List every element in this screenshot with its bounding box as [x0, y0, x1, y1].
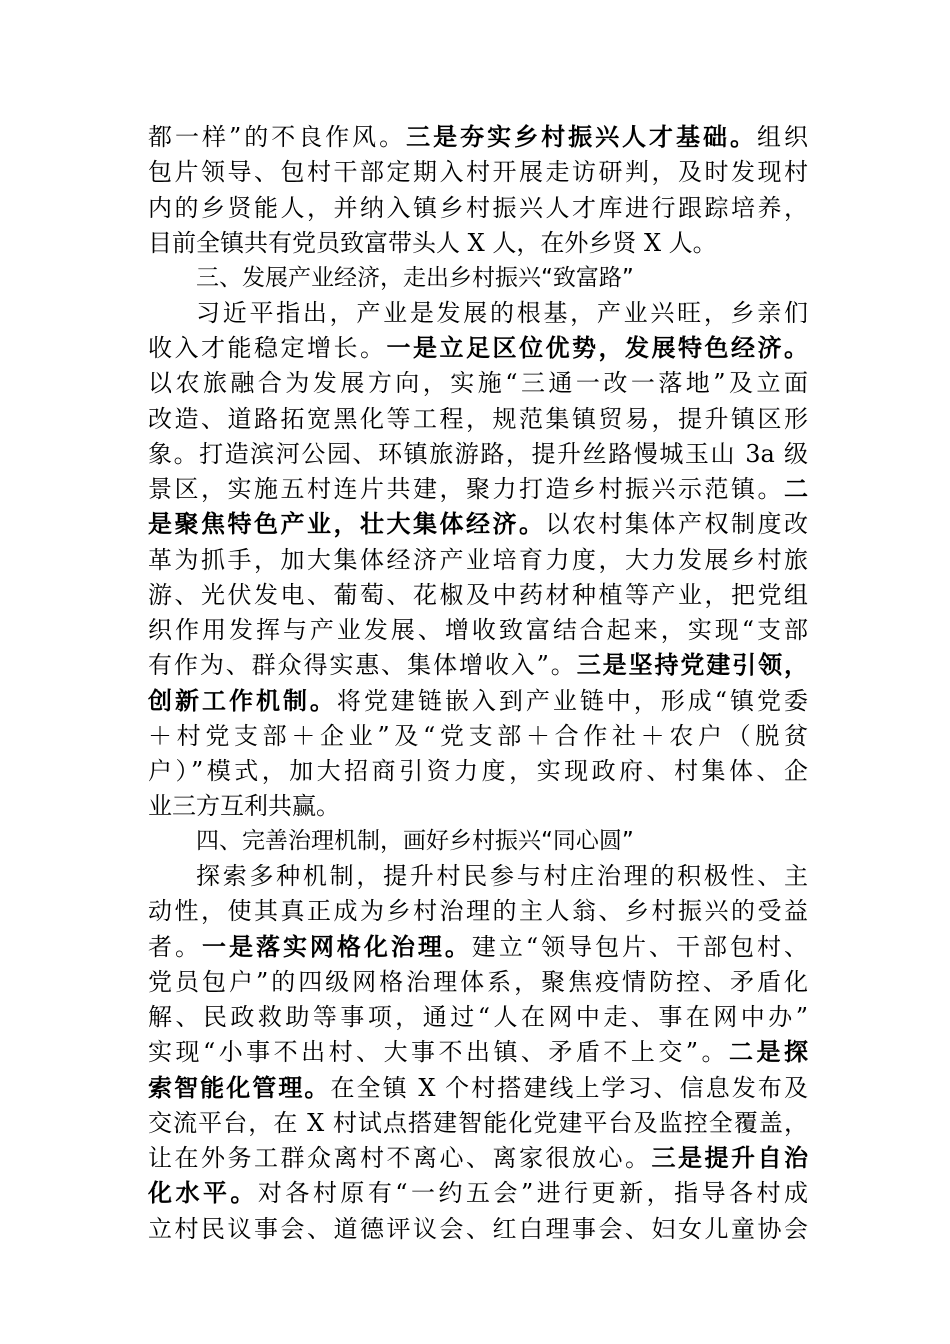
bold-text-segment: 索智能化管理。	[148, 1074, 331, 1102]
text-line	[148, 648, 808, 682]
text-segment: 以农旅融合为发展方向，实施“三通一改一落地”及立面	[148, 369, 808, 397]
text-line	[148, 754, 808, 788]
text-line	[148, 1212, 808, 1246]
text-segment: 改造、道路拓宽黑化等工程，规范集镇贸易，提升镇区形	[148, 405, 808, 433]
text-segment: 立村民议事会、道德评议会、红白理事会、妇女儿童协会	[148, 1215, 808, 1243]
text-line	[148, 120, 808, 154]
bold-text-segment: 二是探	[729, 1038, 808, 1066]
text-line	[148, 507, 808, 541]
bold-text-segment: 三是坚持党建引领，	[576, 651, 808, 679]
text-line	[148, 1106, 808, 1140]
text-line	[148, 402, 808, 436]
text-segment: 对各村原有“一约五会”进行更新，指导各村成	[257, 1179, 808, 1207]
text-line	[148, 1071, 808, 1105]
text-line	[148, 472, 808, 506]
text-line	[148, 543, 808, 577]
text-segment: 收入才能稳定增长。	[148, 334, 387, 362]
text-line	[148, 578, 808, 612]
text-segment: 目前全镇共有党员致富带头人 X 人，在外乡贤 X 人。	[148, 229, 717, 257]
text-line	[148, 965, 808, 999]
text-segment: 有作为、群众得实惠、集体增收入”。	[148, 651, 577, 679]
text-segment: 动性，使其真正成为乡村治理的主人翁、乡村振兴的受益	[148, 897, 808, 925]
text-line	[148, 1000, 808, 1034]
text-line	[148, 894, 808, 928]
text-line	[148, 1141, 808, 1175]
text-segment: 在全镇 X 个村搭建线上学习、信息发布及	[330, 1074, 808, 1102]
text-line	[148, 1176, 808, 1210]
text-line	[148, 437, 808, 471]
text-segment: 习近平指出，产业是发展的根基，产业兴旺，乡亲们	[196, 299, 808, 327]
text-line	[148, 684, 808, 718]
section-heading	[196, 261, 808, 295]
text-segment: 内的乡贤能人，并纳入镇乡村振兴人才库进行跟踪培养，	[148, 194, 808, 222]
bold-text-segment: 是聚焦特色产业，壮大集体经济。	[148, 510, 546, 538]
bold-text-segment: 创新工作机制。	[148, 687, 337, 715]
text-segment: 探索多种机制，提升村民参与村庄治理的积极性、主	[196, 862, 808, 890]
text-segment: 解、民政救助等事项，通过“人在网中走、事在网中办”	[148, 1003, 808, 1031]
bold-text-segment: 三是提升自治	[651, 1144, 808, 1172]
text-segment: 组织	[757, 123, 808, 151]
text-line	[148, 613, 808, 647]
text-line	[148, 226, 808, 260]
text-line	[148, 719, 808, 753]
text-segment: 四、完善治理机制，画好乡村振兴“同心圆”	[196, 828, 634, 854]
bold-text-segment: 一是立足区位优势，发展特色经济。	[386, 334, 808, 362]
text-segment: 者。	[148, 933, 202, 961]
text-segment: 以农村集体产权制度改	[545, 510, 808, 538]
text-line	[148, 930, 808, 964]
text-segment: 交流平台，在 X 村试点搭建智能化党建平台及监控全覆盖，	[148, 1109, 808, 1137]
text-line	[148, 331, 808, 365]
bold-text-segment: 三是夯实乡村振兴人才基础。	[406, 123, 758, 151]
bold-text-segment: 二	[784, 475, 808, 503]
text-line	[148, 1035, 808, 1069]
text-segment: ＋村党支部＋企业”及“党支部＋合作社＋农户（脱贫	[148, 722, 808, 750]
text-segment: 包片领导、包村干部定期入村开展走访研判，及时发现村	[148, 158, 808, 186]
text-segment: 游、光伏发电、葡萄、花椒及中药材种植等产业，把党组	[148, 581, 808, 609]
text-line	[148, 191, 808, 225]
text-line	[196, 859, 808, 893]
text-segment: 实现“小事不出村、大事不出镇、矛盾不上交”。	[148, 1038, 730, 1066]
text-segment: 三、发展产业经济，走出乡村振兴“致富路”	[196, 265, 634, 291]
text-segment: 织作用发挥与产业发展、增收致富结合起来，实现“支部	[148, 616, 808, 644]
text-segment: 象。打造滨河公园、环镇旅游路，提升丝路慢城玉山 3a 级	[148, 440, 808, 468]
text-line	[148, 155, 808, 189]
text-segment: 户）”模式，加大招商引资力度，实现政府、村集体、企	[148, 757, 808, 785]
text-segment: 都一样”的不良作风。	[148, 123, 407, 151]
text-segment: 将党建链嵌入到产业链中，形成“镇党委	[336, 687, 808, 715]
section-heading	[196, 824, 808, 858]
text-segment: 革为抓手，加大集体经济产业培育力度，大力发展乡村旅	[148, 546, 808, 574]
text-segment: 让在外务工群众离村不离心、离家很放心。	[148, 1144, 652, 1172]
text-segment: 业三方互利共赢。	[148, 792, 340, 820]
text-line	[148, 789, 808, 823]
text-segment: 景区，实施五村连片共建，聚力打造乡村振兴示范镇。	[148, 475, 784, 503]
text-segment: 建立“领导包片、干部包村、	[471, 933, 808, 961]
text-line	[196, 296, 808, 330]
text-segment: 党员包户”的四级网格治理体系，聚焦疫情防控、矛盾化	[148, 968, 808, 996]
text-line	[148, 366, 808, 400]
bold-text-segment: 化水平。	[148, 1179, 258, 1207]
bold-text-segment: 一是落实网格化治理。	[201, 933, 472, 961]
